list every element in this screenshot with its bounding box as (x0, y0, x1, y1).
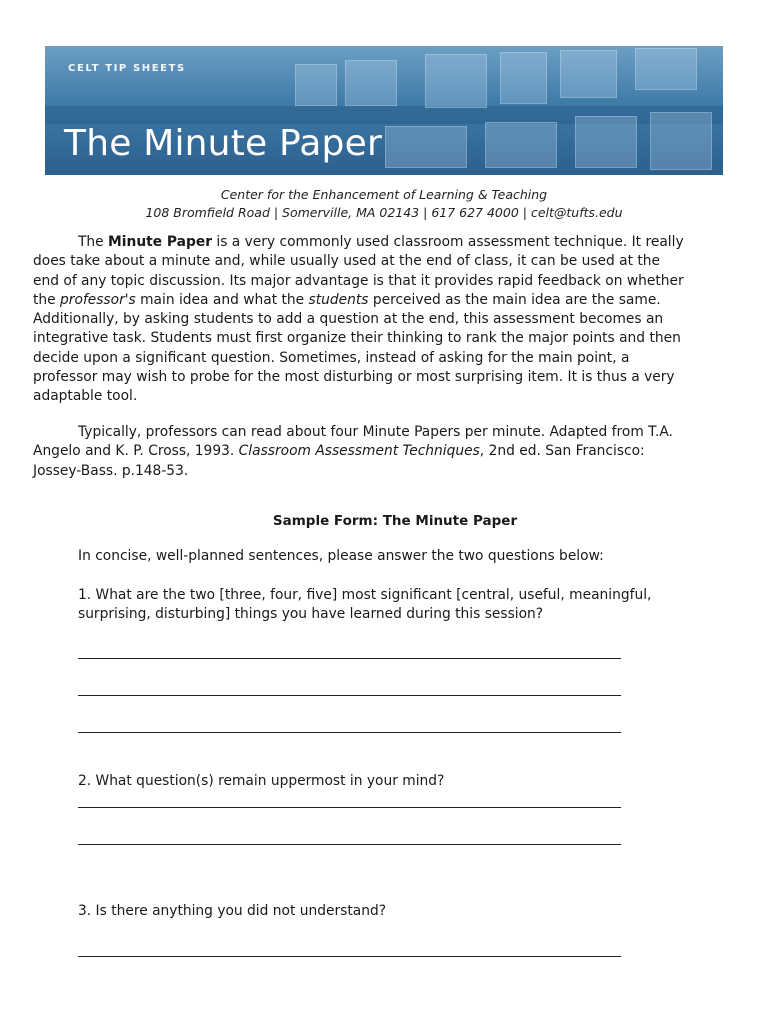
organization-name: Center for the Enhancement of Learning & Teaching (220, 187, 548, 202)
answer-line[interactable] (78, 807, 621, 808)
answer-line[interactable] (78, 732, 621, 733)
banner-window-decoration (635, 48, 697, 90)
intro-lead: The (78, 234, 109, 250)
citation-book-title: Classroom Assessment Techniques (238, 443, 480, 460)
intro-text-2: main idea and what the (135, 291, 309, 308)
answer-line[interactable] (78, 658, 621, 659)
intro-italic-professor: professor's (60, 291, 136, 308)
organization-address: 108 Bromfield Road | Somerville, MA 02143 | 617 627 4000 | celt@tufts.edu (145, 205, 623, 220)
banner-window-decoration (500, 52, 547, 104)
sample-form-title: Sample Form: The Minute Paper (272, 513, 518, 529)
banner-window-decoration (345, 60, 397, 106)
intro-italic-students: students (308, 291, 369, 308)
header-banner (45, 46, 723, 175)
banner-window-decoration (485, 122, 557, 168)
answer-line[interactable] (78, 956, 621, 957)
intro-bold-term: Minute Paper (108, 234, 212, 250)
page-title: The Minute Paper (64, 123, 382, 164)
banner-window-decoration (650, 112, 712, 170)
sample-form-instructions: In concise, well-planned sentences, please answer the two questions below: (78, 548, 604, 564)
banner-window-decoration (385, 126, 467, 168)
banner-window-decoration (425, 54, 487, 108)
citation-paragraph (33, 423, 685, 481)
banner-window-decoration (575, 116, 637, 168)
question-3: 3. Is there anything you did not understand? (78, 903, 387, 919)
intro-paragraph (33, 233, 685, 407)
banner-window-decoration (295, 64, 337, 106)
question-2: 2. What question(s) remain uppermost in your mind? (78, 773, 445, 789)
banner-window-decoration (560, 50, 617, 98)
intro-text-3: perceived as the main idea are the same. Additionally, by asking students to add a question at the end, this assessment becomes an integrative task. Students must first organize their thinking to rank the major points and then decide upon a significant question. Sometimes, instead of asking for the main point, a professor may wish to probe for the most disturbing or most surprising item. It is thus a very adaptable tool. (33, 291, 681, 405)
citation-text-2: , 2nd ed. San Francisco: Jossey-Bass. p.148-53. (33, 443, 645, 479)
banner-kicker: CELT TIP SHEETS (68, 63, 186, 74)
citation-text-1: Typically, professors can read about four Minute Papers per minute. Adapted from T.A. Angelo and K. P. Cross, 1993. (33, 424, 673, 460)
intro-text-1: is a very commonly used classroom assessment technique. It really does take about a minute and, while usually used at the end of class, it can be used at the end of any topic discussion. Its major advantage is that it provides rapid feedback on whether the (33, 234, 684, 308)
question-1: 1. What are the two [three, four, five] most significant [central, useful, meaningful, surprising, disturbing] things you have learned during this session? (78, 587, 652, 623)
answer-line[interactable] (78, 695, 621, 696)
answer-line[interactable] (78, 844, 621, 845)
